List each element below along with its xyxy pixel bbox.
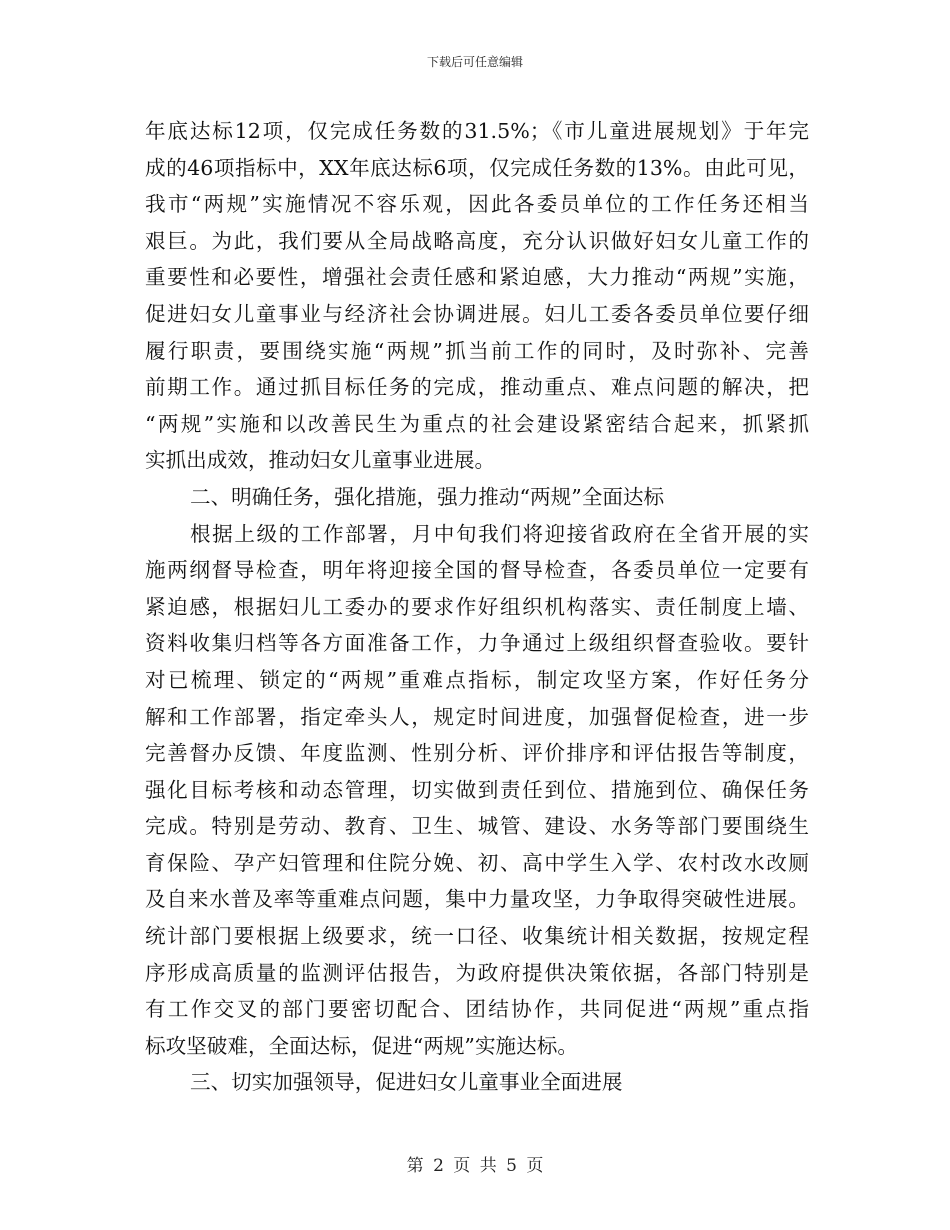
text-line: 完成。特别是劳动、教育、卫生、城管、建设、水务等部门要围绕生 xyxy=(145,814,809,839)
text-line: 序形成高质量的监测评估报告，为政府提供决策依据，各部门特别是 xyxy=(145,960,809,985)
text-line: 年底达标12项，仅完成任务数的31.5%；《市儿童进展规划》于年完 xyxy=(145,119,809,143)
text-line: 标攻坚破难，全面达标，促进“两规”实施达标。 xyxy=(145,1033,578,1058)
text-line: 根据上级的工作部署，月中旬我们将迎接省政府在全省开展的实 xyxy=(190,521,809,546)
text-line: 有工作交叉的部门要密切配合、团结协作，共同促进“两规”重点指 xyxy=(145,997,809,1022)
section-heading-2: 二、明确任务，强化措施，强力推动“两规”全面达标 xyxy=(190,484,665,509)
page-number: 第 2 页 共 5 页 xyxy=(406,1156,544,1176)
text-line: 解和工作部署，指定牵头人，规定时间进度，加强督促检查，进一步 xyxy=(145,704,809,729)
text-line: 完善督办反馈、年度监测、性别分析、评价排序和评估报告等制度， xyxy=(145,741,809,766)
text-line: 我市“两规”实施情况不容乐观，因此各委员单位的工作任务还相当 xyxy=(145,192,809,217)
text-line: 前期工作。通过抓目标任务的完成，推动重点、难点问题的解决，把 xyxy=(145,375,809,400)
text-line: 强化目标考核和动态管理，切实做到责任到位、措施到位、确保任务 xyxy=(145,777,809,802)
section-heading-3: 三、切实加强领导，促进妇女儿童事业全面进展 xyxy=(190,1070,623,1095)
document-body xyxy=(145,113,809,1101)
text-line: 艰巨。为此，我们要从全局战略高度，充分认识做好妇女儿童工作的 xyxy=(145,228,809,253)
text-line: 紧迫感，根据妇儿工委办的要求作好组织机构落实、责任制度上墙、 xyxy=(145,594,809,619)
text-line: 及自来水普及率等重难点问题，集中力量攻坚，力争取得突破性进展。 xyxy=(145,887,809,912)
text-line: 履行职责，要围绕实施“两规”抓当前工作的同时，及时弥补、完善 xyxy=(145,338,809,363)
text-line: 对已梳理、锁定的“两规”重难点指标，制定攻坚方案，作好任务分 xyxy=(145,667,809,692)
text-line: 资料收集归档等各方面准备工作，力争通过上级组织督查验收。要针 xyxy=(145,631,809,656)
text-line: 成的46项指标中，XX年底达标6项，仅完成任务数的13%。由此可见， xyxy=(145,155,809,180)
text-line: 促进妇女儿童事业与经济社会协调进展。妇儿工委各委员单位要仔细 xyxy=(145,301,809,326)
text-line: “两规”实施和以改善民生为重点的社会建设紧密结合起来，抓紧抓 xyxy=(145,411,809,436)
text-line: 育保险、孕产妇管理和住院分娩、初、高中学生入学、农村改水改厕 xyxy=(145,850,809,875)
text-line: 施两纲督导检查，明年将迎接全国的督导检查，各委员单位一定要有 xyxy=(145,558,809,583)
page-header: 下载后可任意编辑 xyxy=(426,55,523,69)
text-line: 统计部门要根据上级要求，统一口径、收集统计相关数据，按规定程 xyxy=(145,924,809,949)
text-line: 实抓出成效，推动妇女儿童事业进展。 xyxy=(145,448,496,473)
text-line: 重要性和必要性，增强社会责任感和紧迫感，大力推动“两规”实施， xyxy=(145,265,809,290)
